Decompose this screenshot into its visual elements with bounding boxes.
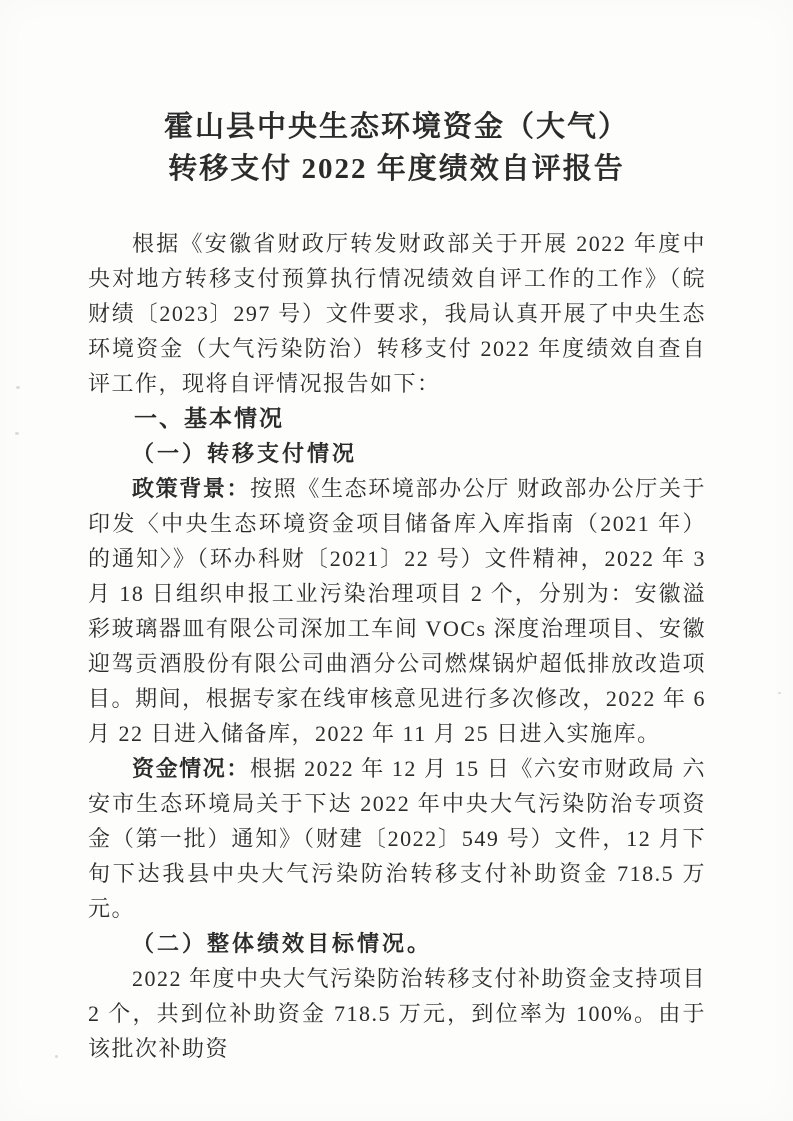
scan-speck — [16, 386, 20, 389]
subsection-heading-overall-performance: （二）整体绩效目标情况。 — [132, 931, 433, 956]
funding-status-label: 资金情况： — [132, 756, 250, 781]
policy-background-text: 按照《生态环境部办公厅 财政部办公厅关于印发〈中央生态环境资金项目储备库入库指南（2021 年）的通知〉》（环办科财〔2021〕22 号）文件精神，2022 年 3 月 18 日组织申报工业污染治理项目 2 个，分别为：安徽溢彩玻璃器皿有限公司深加工车间 VOCs 深度治理项目、安徽迎驾贡酒股份有限公司曲酒分公司燃煤锅炉超低排放改造项目。期间，根据专家在线审核意见进行多次修改，2022 年 6 月 22 日进入储备库，2022 年 11 月 25 日进入实施库。 — [88, 476, 706, 746]
section-heading-basic-info: 一、基本情况 — [134, 405, 284, 431]
scan-speck — [778, 692, 781, 694]
document-body — [88, 226, 706, 1066]
overall-performance-paragraph: 2022 年度中央大气污染防治转移支付补助资金支持项目 2 个，共到位补助资金 718.5 万元，到位率为 100%。由于该批次补助资 — [88, 966, 707, 1061]
scan-speck — [55, 1055, 58, 1058]
subsection-heading-transfer-payment: （一）转移支付情况 — [132, 441, 358, 466]
document-title-line-1: 霍山县中央生态环境资金（大气） — [163, 111, 629, 143]
document-title — [60, 106, 733, 190]
policy-background-paragraph — [88, 471, 706, 751]
document-title-line-2: 转移支付 2022 年度绩效自评报告 — [168, 153, 625, 185]
funding-status-paragraph — [88, 751, 706, 926]
scan-speck — [15, 432, 19, 435]
funding-status-text: 根据 2022 年 12 月 15 日《六安市财政局 六安市生态环境局关于下达 2022 年中央大气污染防治专项资金（第一批）通知》（财建〔2022〕549 号）文件，12 月下旬下达我县中央大气污染防治转移支付补助资金 718.5 万元。 — [88, 756, 706, 921]
policy-background-label: 政策背景： — [132, 476, 251, 501]
intro-paragraph: 根据《安徽省财政厅转发财政部关于开展 2022 年度中央对地方转移支付预算执行情况绩效自评工作的工作》（皖财绩〔2023〕297 号）文件要求，我局认真开展了中央生态环境资金（大气污染防治）转移支付 2022 年度绩效自查自评工作，现将自评情况报告如下： — [88, 231, 706, 396]
